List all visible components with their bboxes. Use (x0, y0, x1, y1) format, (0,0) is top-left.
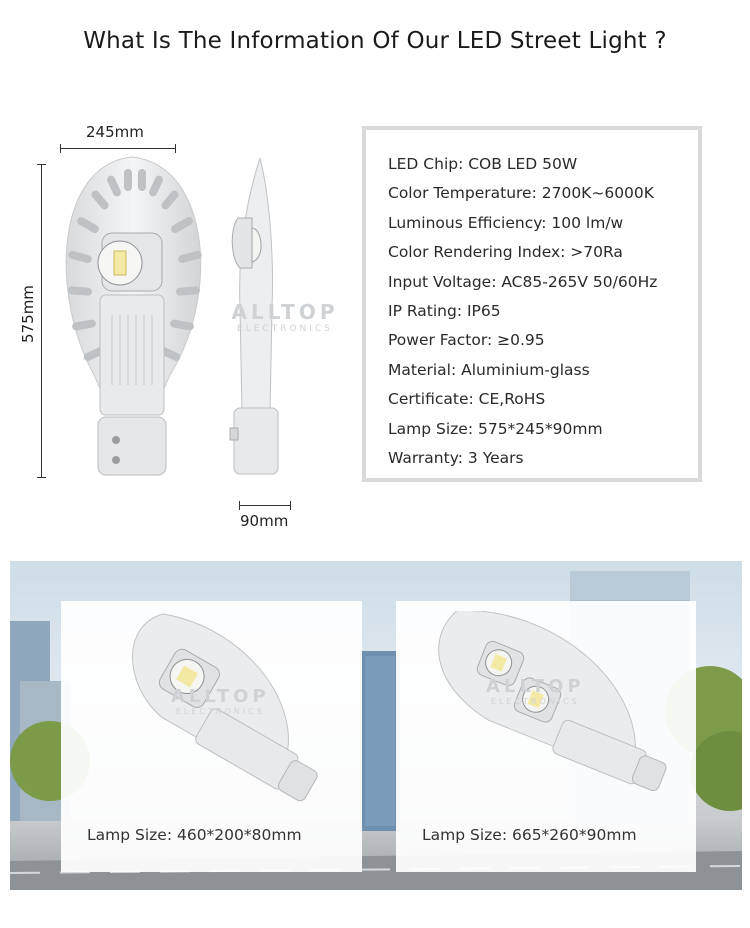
brand-watermark-sub: ELECTRONICS (175, 707, 265, 716)
variant-card-large (396, 601, 696, 872)
brand-watermark-sub: ELECTRONICS (237, 324, 333, 334)
brand-watermark-card1 (171, 686, 270, 716)
brand-watermark-name: ALLTOP (231, 300, 339, 324)
width-dimension-label: 245mm (86, 123, 144, 141)
spec-item: Input Voltage: AC85-265V 50/60Hz (388, 272, 658, 291)
height-dimension-label: 575mm (19, 285, 37, 343)
lamp-front-view (60, 155, 205, 480)
spec-item: IP Rating: IP65 (388, 301, 501, 320)
spec-item: Lamp Size: 575*245*90mm (388, 419, 603, 438)
depth-dimension-label: 90mm (240, 512, 289, 530)
brand-watermark-sub: ELECTRONICS (490, 697, 580, 706)
depth-dimension-line (239, 505, 291, 506)
spec-panel (362, 126, 702, 482)
brand-watermark-card2 (486, 676, 585, 706)
spec-item: Color Rendering Index: >70Ra (388, 243, 623, 262)
width-dimension-line (60, 148, 176, 149)
spec-item: Color Temperature: 2700K~6000K (388, 184, 654, 203)
spec-item: Power Factor: ≥0.95 (388, 331, 545, 350)
variant-card-small (61, 601, 362, 872)
spec-item: Certificate: CE,RoHS (388, 390, 546, 409)
page-title: What Is The Information Of Our LED Street Light ? (83, 28, 667, 54)
spec-item: Material: Aluminium-glass (388, 360, 590, 379)
spec-item: Warranty: 3 Years (388, 448, 524, 467)
spec-item: LED Chip: COB LED 50W (388, 155, 578, 173)
brand-watermark-name: ALLTOP (171, 686, 270, 707)
lamp-large-image (396, 611, 696, 811)
brand-watermark-top (220, 300, 350, 334)
height-dimension-line (41, 164, 42, 478)
variant-size-label: Lamp Size: 460*200*80mm (87, 826, 302, 844)
variant-size-label: Lamp Size: 665*260*90mm (422, 826, 637, 844)
spec-list (388, 150, 657, 473)
brand-watermark-name: ALLTOP (486, 676, 585, 697)
spec-item: Luminous Efficiency: 100 lm/w (388, 213, 624, 232)
city-background-scene (10, 561, 742, 890)
